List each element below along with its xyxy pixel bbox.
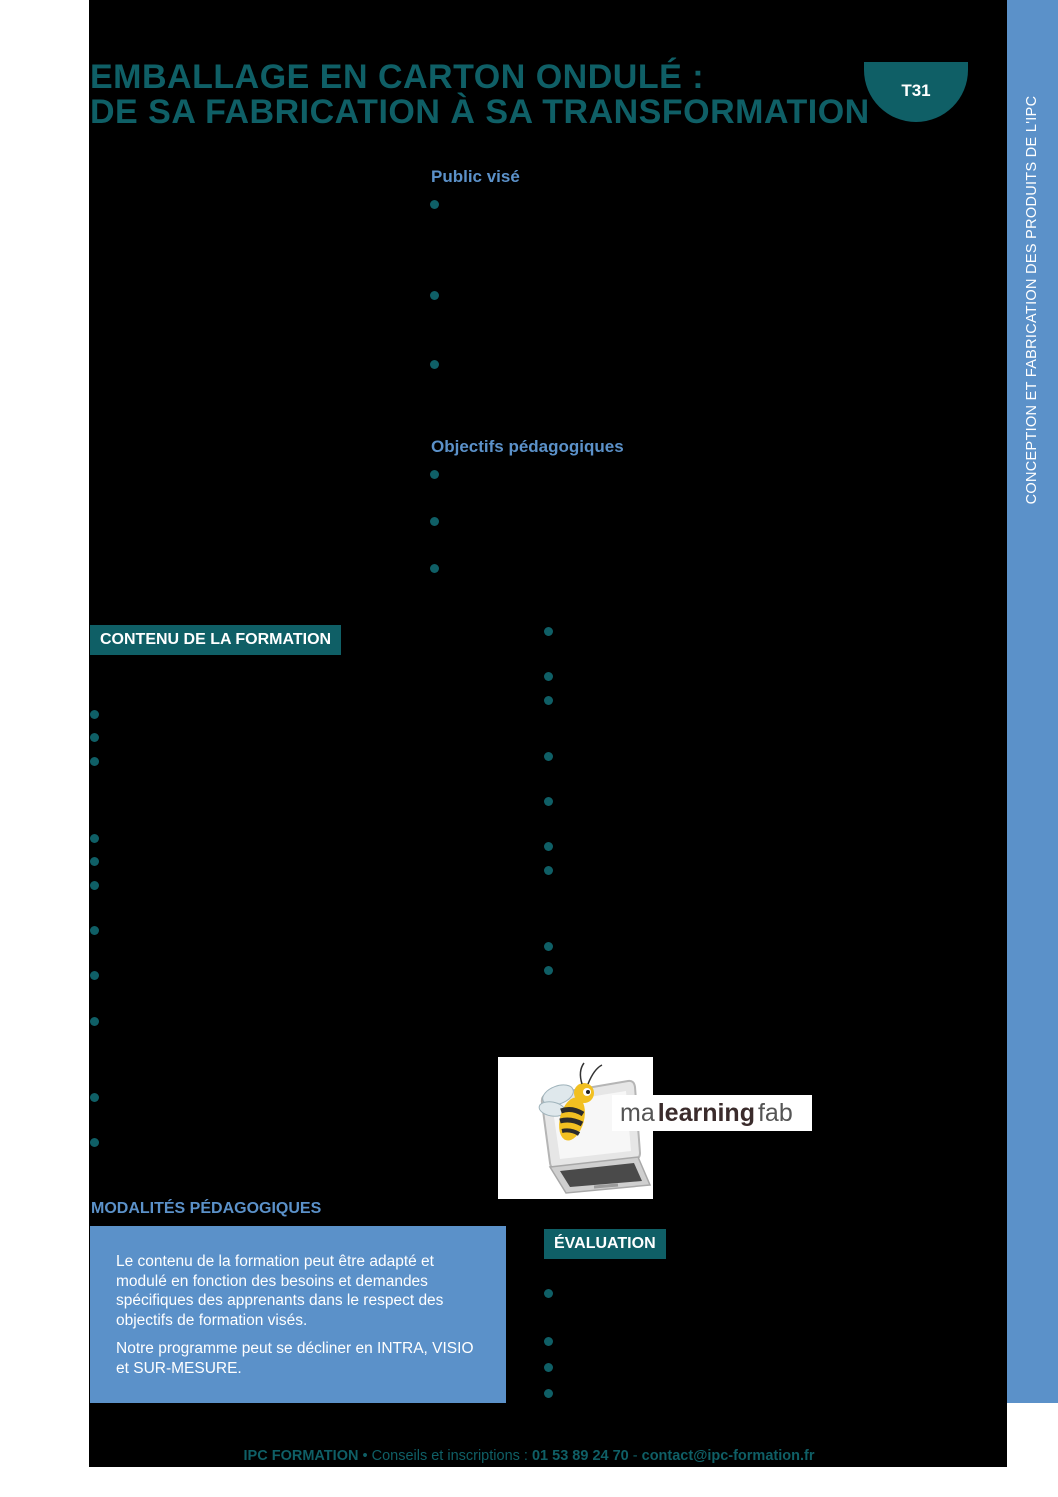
learning-fab-wordmark	[612, 1095, 812, 1131]
evaluation-bullet	[544, 1363, 553, 1372]
sidebar-label: CONCEPTION ET FABRICATION DES PRODUITS DE L'IPC	[1024, 95, 1040, 505]
contenu-bullet	[544, 672, 553, 681]
public-bullet	[430, 200, 439, 209]
footer-phone[interactable]: 01 53 89 24 70	[531, 1448, 629, 1464]
footer-separator: •	[358, 1448, 372, 1464]
modalites-paragraph-2: Notre programme peut se décliner en INTRA, VISIO et SUR-MESURE.	[116, 1340, 474, 1377]
contenu-bullet	[544, 942, 553, 951]
evaluation-bullet	[544, 1289, 553, 1298]
contenu-bullet	[90, 857, 99, 866]
modalites-paragraph-1: Le contenu de la formation peut être adapté et modulé en fonction des besoins et demandes spécifiques des apprenants dans le respect des objectifs de formation visés.	[116, 1253, 444, 1329]
contenu-bullet	[544, 866, 553, 875]
contenu-bullet	[544, 696, 553, 705]
evaluation-bullet	[544, 1337, 553, 1346]
page-title	[90, 60, 870, 130]
logo-suffix: fab	[757, 1098, 793, 1127]
public-heading: Public visé	[431, 167, 520, 186]
evaluation-heading: ÉVALUATION	[544, 1229, 666, 1259]
modalites-heading: MODALITÉS PÉDAGOGIQUES	[91, 1200, 322, 1217]
objectif-bullet	[430, 470, 439, 479]
contenu-bullet	[544, 627, 553, 636]
footer-email[interactable]: contact@ipc-formation.fr	[641, 1448, 815, 1464]
evaluation-bullet	[544, 1389, 553, 1398]
logo-middle: learning	[657, 1098, 755, 1127]
contenu-bullet	[90, 881, 99, 890]
public-bullet	[430, 360, 439, 369]
footer-separator-2: -	[628, 1448, 642, 1464]
title-line-2: DE SA FABRICATION À SA TRANSFORMATION	[90, 93, 870, 131]
contenu-bullet	[90, 971, 99, 980]
contenu-bullet	[90, 710, 99, 719]
contenu-heading: CONTENU DE LA FORMATION	[90, 625, 341, 655]
contenu-bullet	[90, 834, 99, 843]
objectif-bullet	[430, 517, 439, 526]
contenu-bullet	[90, 1017, 99, 1026]
contenu-bullet	[90, 733, 99, 742]
contenu-bullet	[90, 1138, 99, 1147]
contenu-bullet	[544, 842, 553, 851]
footer-org: IPC FORMATION	[243, 1448, 359, 1464]
objectifs-heading: Objectifs pédagogiques	[431, 437, 624, 456]
footer-label: Conseils et inscriptions :	[371, 1448, 532, 1464]
public-bullet	[430, 291, 439, 300]
course-code-badge: T31	[864, 62, 968, 122]
contenu-bullet	[90, 926, 99, 935]
contenu-bullet	[90, 757, 99, 766]
contenu-bullet	[544, 752, 553, 761]
logo-prefix: ma	[620, 1098, 655, 1127]
contenu-bullet	[544, 797, 553, 806]
modalites-box	[90, 1226, 506, 1403]
title-line-1: EMBALLAGE EN CARTON ONDULÉ :	[90, 58, 705, 96]
contenu-bullet	[90, 1093, 99, 1102]
contenu-bullet	[544, 966, 553, 975]
objectif-bullet	[430, 564, 439, 573]
footer-contact	[0, 1448, 1058, 1464]
